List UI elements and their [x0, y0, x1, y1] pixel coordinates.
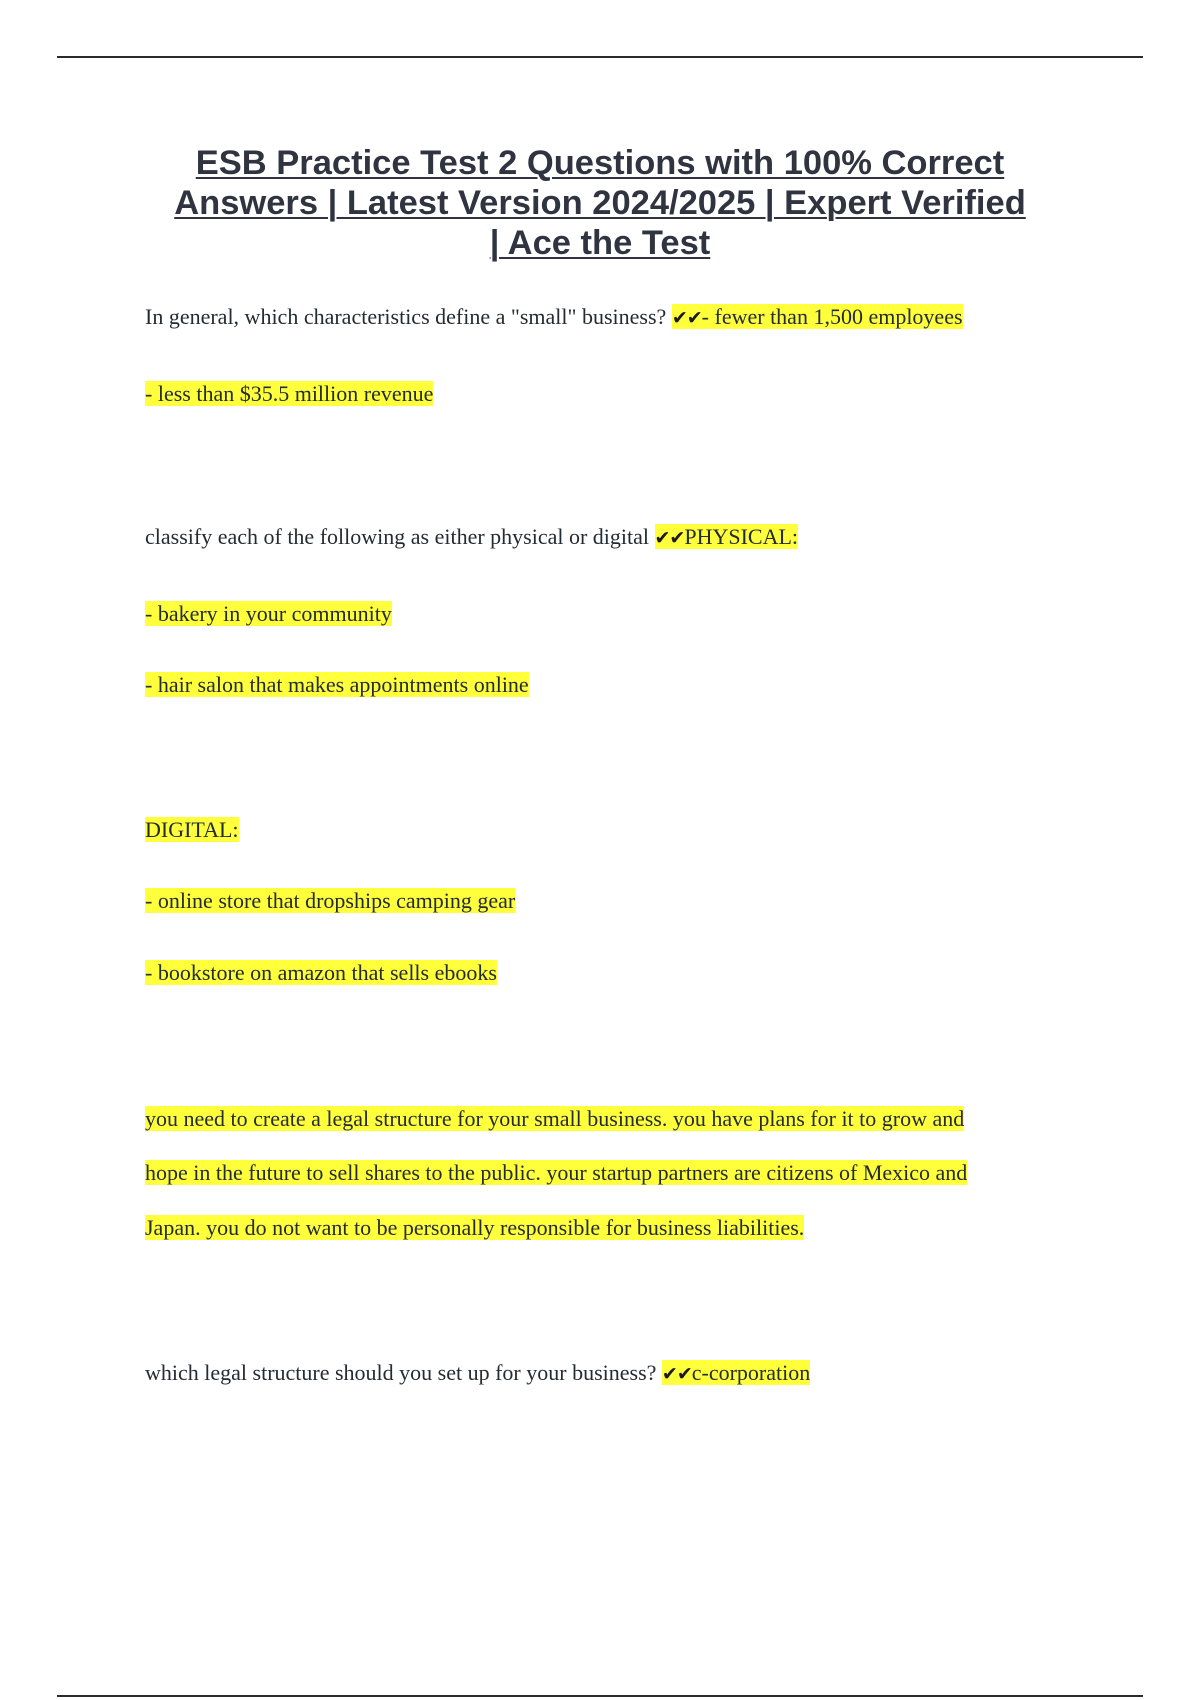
q2-physical-heading: PHYSICAL:	[684, 524, 799, 549]
q3-scenario-line-2: hope in the future to sell shares to the public. your startup partners are citizens of Mexico and	[145, 1160, 968, 1185]
q2-question: classify each of the following as either physical or digital	[145, 524, 655, 549]
q1-answer-line-2: - less than $35.5 million revenue	[145, 381, 434, 406]
q2-physical-item-1: - bakery in your community	[145, 601, 392, 626]
q2-digital-item-2: - bookstore on amazon that sells ebooks	[145, 960, 497, 985]
top-rule	[57, 56, 1143, 58]
q1-question: In general, which characteristics define a "small" business?	[145, 304, 672, 329]
check-mark-icon: ✔✔	[654, 527, 685, 549]
list-item	[145, 599, 392, 629]
check-mark-icon: ✔✔	[661, 1363, 692, 1385]
q3-answer-highlight	[662, 1360, 810, 1385]
title-line-2: Answers | Latest Version 2024/2025 | Expert Verified	[174, 184, 1026, 222]
title-line-1: ESB Practice Test 2 Questions with 100% Correct	[195, 144, 1005, 182]
q3-question-line	[145, 1358, 810, 1389]
bottom-rule	[57, 1695, 1143, 1697]
q3-scenario-line-3: Japan. you do not want to be personally responsible for business liabilities.	[145, 1215, 805, 1240]
q2-digital-heading-line	[145, 815, 239, 845]
q1-answer-line	[145, 379, 433, 409]
list-item	[145, 886, 515, 916]
q3-scenario-line-1: you need to create a legal structure for your small business. you have plans for it to grow and	[145, 1106, 965, 1131]
q3-answer: c-corporation	[691, 1360, 811, 1385]
q2-physical-item-2: - hair salon that makes appointments online	[145, 672, 529, 697]
q2-answer-highlight	[655, 524, 799, 549]
q3-question: which legal structure should you set up for your business?	[145, 1360, 662, 1385]
q1-question-line	[145, 302, 963, 333]
document-title	[130, 143, 1070, 263]
q2-question-line	[145, 522, 798, 553]
q1-answer-line-1: - fewer than 1,500 employees	[701, 304, 963, 329]
list-item	[145, 670, 529, 700]
q2-digital-heading: DIGITAL:	[145, 817, 239, 842]
check-mark-icon: ✔✔	[671, 307, 702, 329]
title-line-3: | Ace the Test	[489, 224, 711, 262]
q2-digital-item-1: - online store that dropships camping gear	[145, 888, 516, 913]
q1-answer-highlight	[672, 304, 963, 329]
list-item	[145, 958, 497, 988]
